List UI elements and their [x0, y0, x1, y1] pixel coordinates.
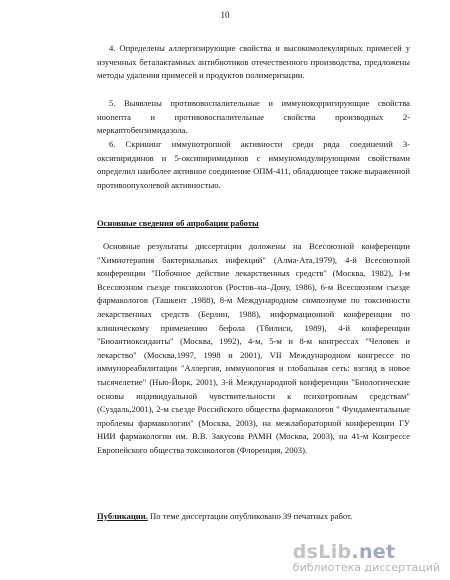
publications-line [97, 510, 417, 524]
watermark-logo: dsLib.net [292, 541, 396, 563]
list-item-6: 6. Скрининг иммунотропной активности среди ряда соединений 3-оксипиридинов и 5-оксипиримидинов с иммуномодулирующими свойствами определил наиболее активное соединение ОПМ-411, обладающее также выраженной противоопухолевой активностью. [97, 139, 410, 190]
approbation-paragraph: Основные результаты диссертации доложены на Всесоюзной конференции "Химиотерапия бактериальных инфекций" (Алма-Ата,1979), 4-й Всесоюзной конференции "Побочное действие лекарственных средств" (Москва, 1982), I-м Всесоюзном съезде токсикологов (Ростов–на–Дону, 1986), 6-м Всесоюзном съезде фармакологов (Ташкент ,1988), 8-м Международном симпозиуме по токсичности лекарственных средств (Берлин, 1988), информационной конференции по клиническому применению бефола (Тбилиси, 1989), 4-й конференции "Биоантиоксиданты" (Москва, 1992), 4-м, 5-м и 8-м конгрессах "Человек и лекарство" (Москва,1997, 1998 и 2001), VII Международном конгрессе по иммунореабилитации "Аллергия, иммунология и глобальная сеть: взгляд в новое тысячелетие" (Нью-Йорк, 2001), 3-й Международной конференции "Биологические основы индивидуальной чувствительности к психотропным средствам" (Суздаль,2001), 2-м съезде Российского общества фармакологов " Фундаментальные проблемы фармакологии" (Москва, 2003), на межлабораторной конференции ГУ НИИ фармакологии им. В.В. Закусова РАМН (Москва, 2003), на 41-м Конгрессе Европейского общества токсикологов (Флоренция, 2003). [97, 241, 410, 455]
publications-text: По теме диссертации опубликовано 39 печатных работ. [150, 511, 353, 521]
list-item-5: 5. Выявлены противовоспалительные и иммунокорригирующие свойства ноопепта и противовоспалительные свойства производных 2-меркаптобензимидазола. [97, 98, 410, 136]
list-item-4: 4. Определены аллергизирующие свойства и высокомолекулярных примесей у изученных беталактамных антибиотиков отечественного производства, предложены методы удаления примесей и продуктов полимеризации. [97, 43, 410, 81]
watermark [293, 541, 440, 574]
section-title: Основные сведения об апробации работы [97, 218, 259, 228]
publications-label: Публикации. [97, 511, 148, 521]
page-number: 10 [220, 10, 230, 20]
watermark-subtitle: библиотека диссертаций [292, 561, 440, 574]
